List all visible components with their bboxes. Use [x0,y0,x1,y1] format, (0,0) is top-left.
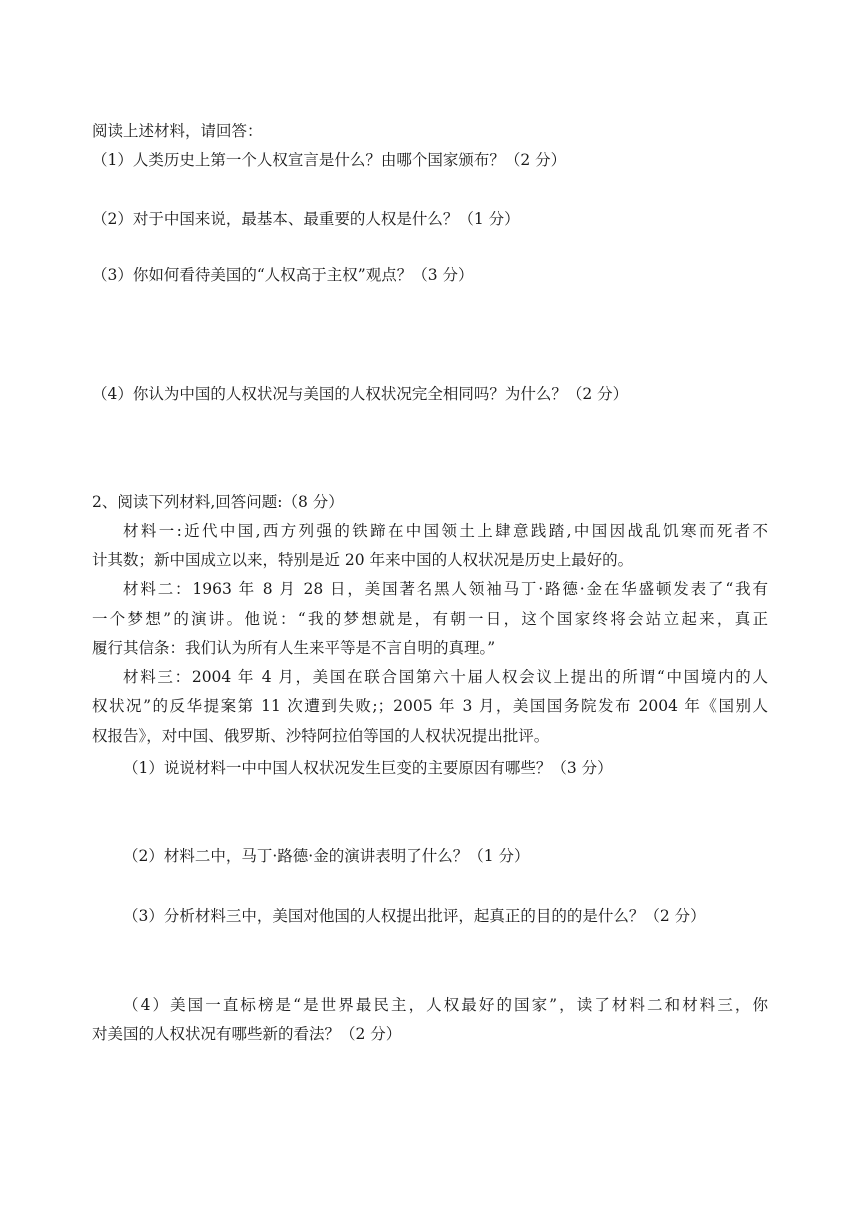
material-1-line-2: 计其数；新中国成立以来，特别是近 20 年来中国的人权状况是历史上最好的。 [92,551,634,569]
material-1-line-1: 材料一:近代中国,西方列强的铁蹄在中国领土上肆意践踏,中国因战乱饥寒而死者不 [123,522,768,540]
material-2-line-3: 履行其信条：我们认为所有人生来平等是不言自明的真理。” [92,639,496,657]
section2-question-4-line-1: （4）美国一直标榜是“是世界最民主，人权最好的国家”，读了材料二和材料三，你 [123,996,768,1014]
section1-question-3: （3）你如何看待美国的“人权高于主权”观点？（3 分） [92,266,474,284]
section1-intro: 阅读上述材料，请回答： [92,122,263,140]
section2-question-2: （2）材料二中，马丁·路德·金的演讲表明了什么？（1 分） [123,847,530,865]
section1-question-4: （4）你认为中国的人权状况与美国的人权状况完全相同吗？为什么？（2 分） [92,385,629,403]
material-3-line-3: 权报告》，对中国、俄罗斯、沙特阿拉伯等国的人权状况提出批评。 [92,727,550,745]
material-3-line-1: 材料三：2004 年 4 月，美国在联合国第六十届人权会议上提出的所谓“中国境内的人 [123,668,768,686]
section2-heading: 2、阅读下列材料,回答问题:（8 分） [92,493,344,511]
material-2-line-2: 一个梦想”的演讲。他说：“我的梦想就是，有朝一日，这个国家终将会站立起来，真正 [92,610,768,628]
section2-question-3: （3）分析材料三中，美国对他国的人权提出批评，起真正的目的的是什么？（2 分） [123,907,706,925]
section1-question-2: （2）对于中国来说，最基本、最重要的人权是什么？（1 分） [92,210,520,228]
section2-question-4-line-2: 对美国的人权状况有哪些新的看法？（2 分） [92,1025,402,1043]
material-3-line-2: 权状况”的反华提案第 11 次遭到失败;；2005 年 3 月，美国国务院发布 2004 年《国别人 [92,697,768,715]
section1-question-1: （1）人类历史上第一个人权宣言是什么？由哪个国家颁布？（2 分） [92,151,567,169]
section2-question-1: （1）说说材料一中中国人权状况发生巨变的主要原因有哪些？（3 分） [123,759,613,777]
material-2-line-1: 材料二：1963 年 8 月 28 日，美国著名黑人领袖马丁·路德·金在华盛顿发表了“我有 [123,580,768,598]
